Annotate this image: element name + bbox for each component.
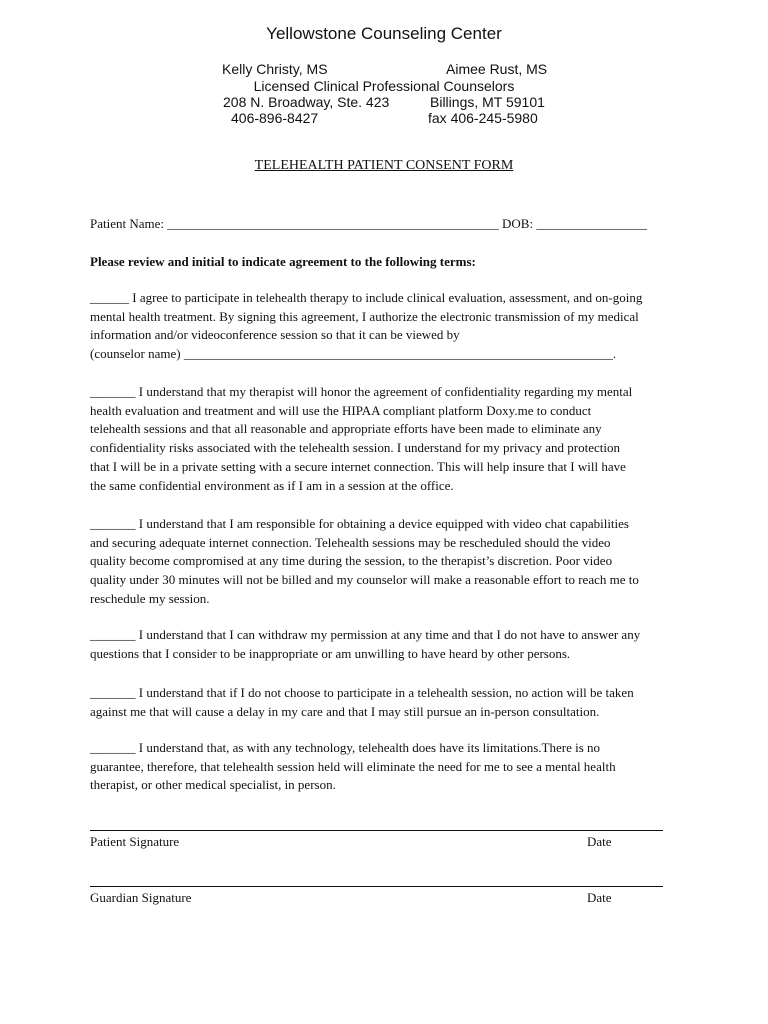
counselor-right: Aimee Rust, MS [446,61,548,77]
form-title [0,158,768,174]
term-6[interactable]: _______ I understand that, as with any technology, telehealth does have its limitations.There is no guarantee, therefore, that telehealth session held will eliminate the need for me to see a mental health therapist, or other medical specialist, in person. [90,740,616,793]
patient-date-label: Date [587,834,612,849]
term-4[interactable]: _______ I understand that I can withdraw my permission at any time and that I do not have to answer any questions that I consider to be inappropriate or am unwilling to have heard by other persons. [90,627,641,661]
form-title-text: TELEHEALTH PATIENT CONSENT FORM [254,158,514,173]
center-name: Yellowstone Counseling Center [266,24,502,43]
instructions: Please review and initial to indicate agreement to the following terms: [90,254,476,269]
guardian-signature-line[interactable] [90,886,663,887]
fax: fax 406-245-5980 [428,110,538,126]
term-2[interactable]: _______ I understand that my therapist will honor the agreement of confidentiality regarding my mental health evaluation and treatment and will use the HIPAA compliant platform Doxy.me to conduct telehealth sessions and that all reasonable and appropriate efforts have been made to eliminate any confidentiality risks associated with the telehealth session. I understand for my privacy and protection that I will be in a private setting with a secure internet connection. This will help insure that I will have the same confidential environment as if I am in a session at the office. [90,384,633,493]
term-5[interactable]: _______ I understand that if I do not choose to participate in a telehealth session, no action will be taken against me that will cause a delay in my care and that I may still pursue an in-person consultation. [90,685,634,719]
guardian-date-label: Date [587,890,612,905]
patient-signature-line[interactable] [90,830,663,831]
credentials: Licensed Clinical Professional Counselors [253,78,515,94]
city: Billings, MT 59101 [430,94,545,110]
counselor-left: Kelly Christy, MS [222,61,328,77]
guardian-signature-label: Guardian Signature [90,890,192,905]
address: 208 N. Broadway, Ste. 423 [223,94,390,110]
patient-name-dob-field[interactable]: Patient Name: ___________________________________________________ DOB: _________________ [90,216,647,231]
patient-signature-label: Patient Signature [90,834,180,849]
term-1[interactable]: ______ I agree to participate in telehealth therapy to include clinical evaluation, assessment, and on-going mental health treatment. By signing this agreement, I authorize the electronic transmission of my medical information and/or videoconference session so that it can be viewed by (counselor name) __________________________________________________________________. [90,290,643,362]
phone: 406-896-8427 [231,110,319,126]
term-3[interactable]: _______ I understand that I am responsible for obtaining a device equipped with video chat capabilities and securing adequate internet connection. Telehealth sessions may be rescheduled should the video quality become compromised at any time during the session, to the therapist’s discretion. Poor video quality under 30 minutes will not be billed and my counselor will make a reasonable effort to reach me to reschedule my session. [90,516,639,606]
